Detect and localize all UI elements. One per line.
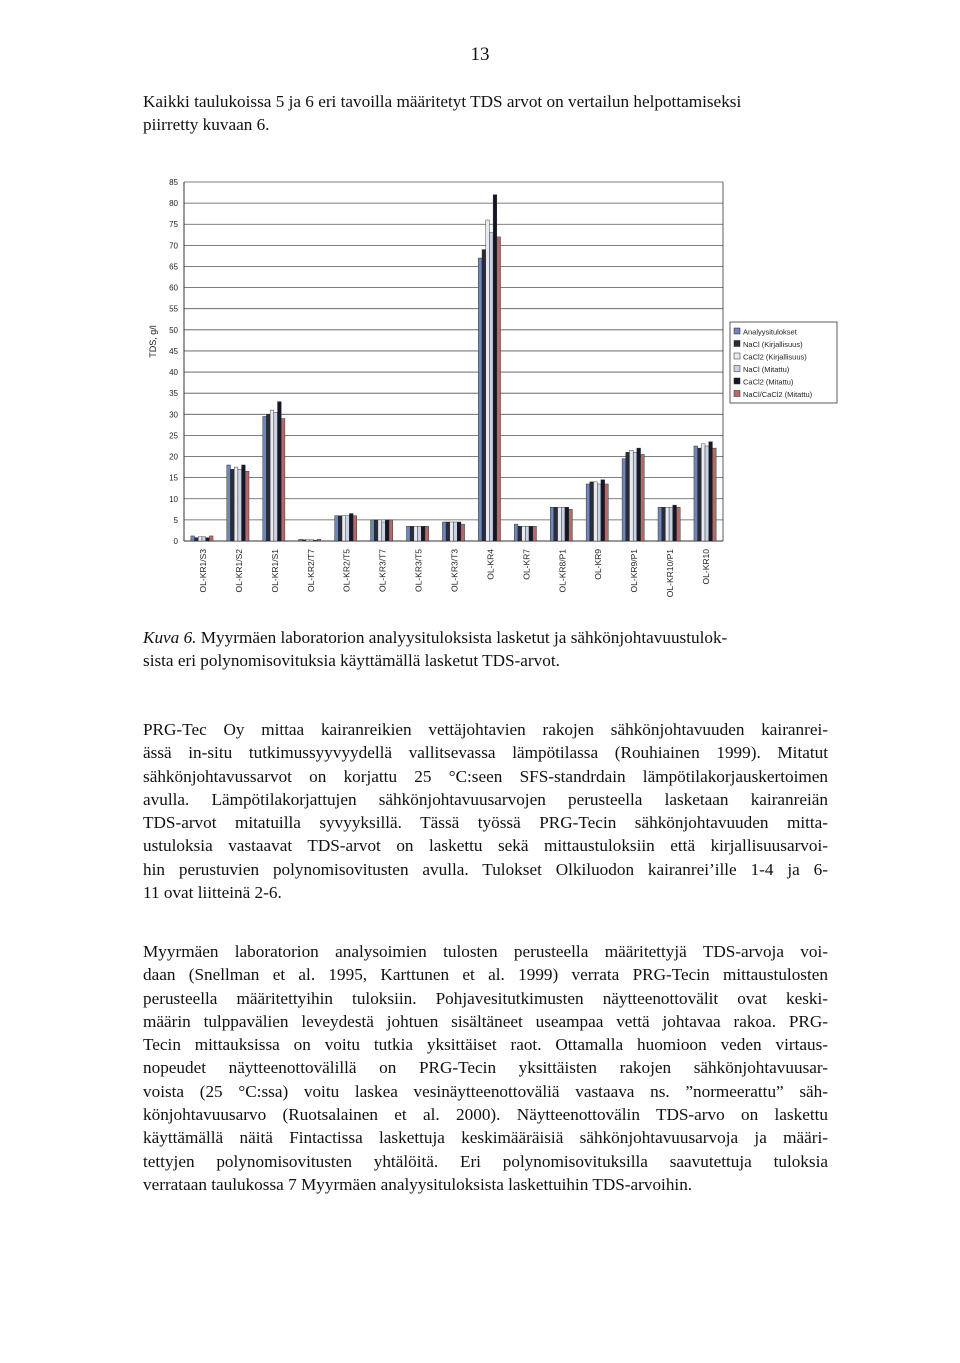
bar xyxy=(486,220,490,541)
bar xyxy=(195,538,199,541)
text-line: ustuloksia vastaavat TDS-arvot on laskettu sekä mittaustuloksiin että kirjallisuusarvoi- xyxy=(143,836,828,856)
y-tick-label: 75 xyxy=(169,220,178,230)
bar xyxy=(461,524,465,541)
text-line: PRG-Tec Oy mittaa kairanreikien vettäjohtavien rakojen sähkönjohtavuuden kairanrei- xyxy=(143,720,828,739)
bar xyxy=(406,526,410,541)
bar xyxy=(586,484,590,541)
text-line: sähkönjohtavussarvot on korjattu 25 °C:seen SFS-standrdain lämpötilakorjauskertoimen xyxy=(143,766,828,786)
bar xyxy=(565,507,569,541)
bar xyxy=(701,444,705,541)
text-line: könjohtavuusarvo (Ruotsalainen et al. 2000). Näytteenottovälin TDS-arvo on laskettu xyxy=(143,1105,828,1125)
legend-label: NaCl (Mitattu) xyxy=(743,365,790,374)
figure-caption xyxy=(143,626,833,673)
bar xyxy=(590,482,594,541)
bar xyxy=(342,516,346,541)
bar xyxy=(202,537,206,541)
text-line: avulla. Lämpötilakorjattujen sähkönjohtavuusarvojen perusteella lasketaan kairanreiän xyxy=(143,789,828,809)
text-line: perusteella määritettyihin tuloksiin. Pohjavesitutkimusten näytteenottovälit ovat keski- xyxy=(143,988,828,1008)
text-line: hin perustuvien polynomisovitusten avulla. Tulokset Olkiluodon kairanrei’ille 1-4 ja 6- xyxy=(143,859,828,879)
bar xyxy=(622,459,626,541)
legend-swatch xyxy=(734,378,740,384)
bar xyxy=(665,507,669,541)
y-tick-label: 80 xyxy=(169,199,178,209)
bar xyxy=(310,540,314,541)
caption-line xyxy=(143,626,833,649)
body-paragraph-2 xyxy=(143,940,828,1196)
bar xyxy=(278,402,282,541)
bar xyxy=(302,540,306,541)
bar xyxy=(270,410,274,541)
x-tick-label: OL-KR9 xyxy=(593,549,604,580)
bar xyxy=(677,507,681,541)
caption-line: sista eri polynomisovituksia käyttämällä lasketut TDS-arvot. xyxy=(143,651,560,671)
y-tick-label: 25 xyxy=(169,431,178,441)
legend-label: Analyysitulokset xyxy=(743,327,797,337)
bar xyxy=(550,507,554,541)
bar xyxy=(698,448,702,541)
bar xyxy=(338,516,342,541)
bar xyxy=(425,526,429,541)
bar xyxy=(673,505,677,541)
text-line: TDS-arvot mitatuilla syvyyksillä. Tässä työssä PRG-Tecin sähkönjohtavuuden mitta- xyxy=(143,813,828,833)
text-line: 11 ovat liitteinä 2-6. xyxy=(143,883,282,903)
intro-paragraph xyxy=(143,90,828,137)
y-tick-label: 50 xyxy=(169,325,178,335)
bar xyxy=(637,448,641,541)
bar xyxy=(601,480,605,541)
legend-swatch xyxy=(734,328,740,334)
text-line: verrataan taulukossa 7 Myyrmäen analyysituloksista laskettuihin TDS-arvoihin. xyxy=(143,1174,693,1194)
bar xyxy=(446,522,450,541)
bar xyxy=(478,258,482,541)
bar xyxy=(371,520,375,541)
bar xyxy=(497,237,501,541)
bar xyxy=(418,526,422,541)
x-tick-label: OL-KR1/S2 xyxy=(233,549,244,593)
x-tick-label: OL-KR4 xyxy=(485,549,496,580)
legend-label: NaCl (Kirjallisuus) xyxy=(743,340,803,349)
bar xyxy=(489,233,493,541)
bar xyxy=(313,540,317,541)
bar xyxy=(442,522,446,541)
bar xyxy=(594,482,598,541)
bar xyxy=(705,446,709,541)
x-tick-label: OL-KR2/T5 xyxy=(341,549,352,592)
page-number: 13 xyxy=(470,44,490,65)
body-paragraph-1 xyxy=(143,718,828,904)
text-line: ässä in-situ tutkimussyyvyydellä vallitsevassa lämpötilassa (Rouhiainen 1999). Mitatut xyxy=(143,743,828,763)
bar xyxy=(378,520,382,541)
bar xyxy=(525,526,529,541)
bar xyxy=(238,469,242,541)
y-tick-label: 65 xyxy=(169,262,178,272)
y-tick-label: 30 xyxy=(169,410,178,420)
bar xyxy=(346,516,350,541)
y-tick-label: 15 xyxy=(169,473,178,483)
bar xyxy=(558,507,562,541)
text-line: voista (25 °C:ssa) voitu laskea vesinäytteenottoväliä vastaava ns. ”normeerattu” säh- xyxy=(143,1081,828,1101)
bar xyxy=(374,520,378,541)
legend-label: CaCl2 (Mitattu) xyxy=(743,377,794,387)
x-tick-label: OL-KR2/T7 xyxy=(305,549,316,592)
y-tick-label: 40 xyxy=(169,368,178,378)
text-line: Myyrmäen laboratorion analysoimien tulosten perusteella määritettyjä TDS-arvoja voi- xyxy=(143,942,828,961)
bar xyxy=(191,536,195,541)
text-line: Tecin mittauksissa on voitu tutkia yksittäiset raot. Ottamalla huomioon veden virtaus- xyxy=(143,1035,828,1055)
x-tick-label: OL-KR3/T5 xyxy=(413,549,424,592)
bar xyxy=(712,448,716,541)
bar xyxy=(529,526,533,541)
x-tick-label: OL-KR10/P1 xyxy=(665,549,676,598)
bar xyxy=(658,507,662,541)
y-tick-label: 45 xyxy=(169,346,178,356)
bar xyxy=(597,484,601,541)
bar xyxy=(299,539,303,541)
bar xyxy=(454,522,458,541)
y-tick-label: 20 xyxy=(169,452,178,462)
bar xyxy=(335,516,339,541)
bar xyxy=(349,514,353,541)
text-line: tettyjen polynomisovitusten yhtälöitä. Eri polynomisovituksilla saavutettuja tuloksia xyxy=(143,1151,828,1171)
bar xyxy=(385,520,389,541)
text-line: daan (Snellman et al. 1995, Karttunen et al. 1999) verrata PRG-Tecin mittaustulosten xyxy=(143,965,828,985)
x-tick-label: OL-KR7 xyxy=(521,549,532,580)
text-line: Kaikki taulukoissa 5 ja 6 eri tavoilla määritetyt TDS arvot on vertailun helpottamiseksi xyxy=(143,92,742,111)
bar xyxy=(421,526,425,541)
y-tick-label: 10 xyxy=(169,494,178,504)
text-line: määrin tulppavälien leveydestä johtuen sisältäneet useampaa vettä johtavaa rakoa. PRG- xyxy=(143,1011,828,1031)
bar xyxy=(662,507,666,541)
legend-swatch xyxy=(734,391,740,397)
bar xyxy=(533,526,537,541)
bar xyxy=(266,414,270,541)
legend-label: CaCl2 (Kirjallisuus) xyxy=(743,352,807,362)
bar xyxy=(242,465,246,541)
bar xyxy=(561,507,565,541)
bar xyxy=(493,195,497,541)
bar xyxy=(263,416,267,541)
legend-label: NaCl/CaCl2 (Mitattu) xyxy=(743,390,813,399)
bar xyxy=(389,520,393,541)
x-tick-label: OL-KR1/S1 xyxy=(269,549,280,593)
bar xyxy=(554,507,558,541)
bar xyxy=(605,484,609,541)
text-line: nopeudet näytteenottovälillä on PRG-Tecin yksittäisten rakojen sähkönjohtavuusar- xyxy=(143,1058,828,1078)
y-tick-label: 60 xyxy=(169,283,178,293)
bar xyxy=(306,540,310,541)
bar xyxy=(353,516,357,541)
bar xyxy=(629,450,633,541)
y-tick-label: 85 xyxy=(169,178,178,187)
x-tick-label: OL-KR8/P1 xyxy=(557,549,568,593)
bar xyxy=(514,524,518,541)
bar xyxy=(482,250,486,541)
bar xyxy=(626,452,630,541)
bar xyxy=(382,522,386,541)
text-line: piirretty kuvaan 6. xyxy=(143,115,270,135)
bar xyxy=(522,526,526,541)
bar xyxy=(206,538,210,541)
bar xyxy=(457,522,461,541)
bar xyxy=(198,537,202,541)
tds-bar-chart xyxy=(140,160,840,615)
bar xyxy=(227,465,231,541)
bar xyxy=(414,526,418,541)
x-tick-label: OL-KR1/S3 xyxy=(197,549,208,593)
bar xyxy=(450,522,454,541)
bar xyxy=(633,452,637,541)
bar xyxy=(281,419,285,541)
x-tick-label: OL-KR9/P1 xyxy=(629,549,640,593)
bar xyxy=(410,526,414,541)
y-tick-label: 70 xyxy=(169,241,178,251)
y-tick-label: 55 xyxy=(169,304,178,314)
x-tick-label: OL-KR3/T7 xyxy=(377,549,388,592)
y-tick-label: 0 xyxy=(173,537,178,546)
bar xyxy=(518,526,522,541)
bar xyxy=(231,469,235,541)
bar xyxy=(709,442,713,541)
y-tick-label: 35 xyxy=(169,389,178,399)
x-tick-label: OL-KR3/T3 xyxy=(449,549,460,592)
bar xyxy=(694,446,698,541)
text-line: käyttämällä näitä Fintactissa laskettuja keskimääräisiä sähkönjohtavuusarvoja ja määri- xyxy=(143,1128,828,1148)
bar xyxy=(641,454,645,541)
bar xyxy=(317,539,321,541)
bar xyxy=(234,467,238,541)
caption-label: Kuva 6. xyxy=(143,628,197,647)
caption-text: Myyrmäen laboratorion analyysituloksista lasketut ja sähkönjohtavuustulok- xyxy=(200,628,728,647)
bar xyxy=(569,509,573,541)
bar xyxy=(669,507,673,541)
x-tick-label: OL-KR10 xyxy=(701,549,712,585)
legend-swatch xyxy=(734,353,740,359)
bar xyxy=(209,536,213,541)
legend-swatch xyxy=(734,341,740,347)
bar xyxy=(245,471,249,541)
y-axis-label: TDS, g/l xyxy=(148,325,158,358)
y-tick-label: 5 xyxy=(173,515,178,525)
bar xyxy=(274,412,278,541)
legend-swatch xyxy=(734,366,740,372)
